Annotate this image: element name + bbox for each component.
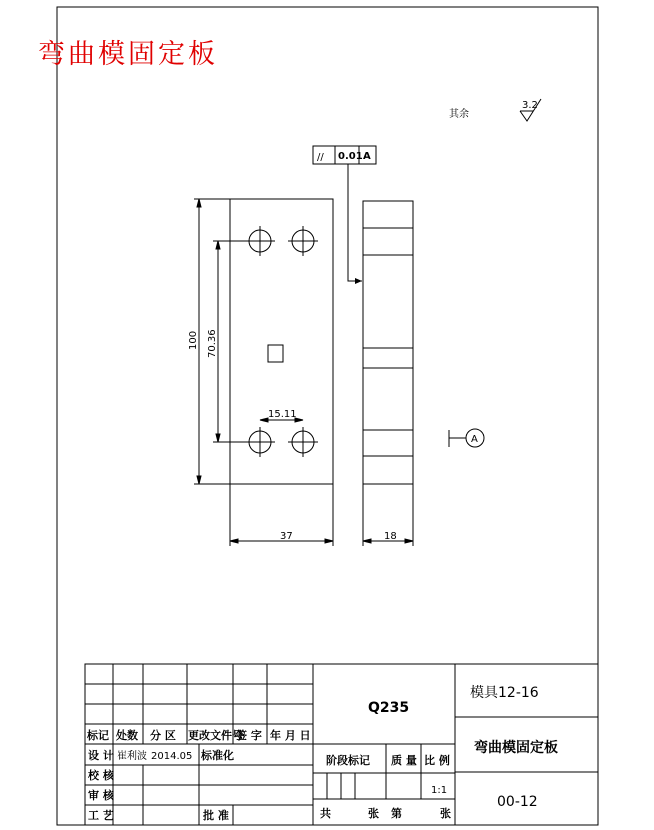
- dim-height: 100: [188, 330, 199, 350]
- hdr-change: 更改文件号: [188, 729, 243, 742]
- process-label: 工 艺: [88, 809, 114, 822]
- review-label: 审 核: [88, 789, 114, 802]
- hdr-zone: 分 区: [150, 729, 176, 742]
- dim-thickness: 18: [384, 531, 397, 542]
- hdr-mark: 标记: [87, 729, 109, 742]
- ratio-label: 比 例: [424, 754, 450, 767]
- leader-arrow-icon: [355, 278, 362, 284]
- hdr-sign: 签 字: [236, 729, 262, 742]
- sheet2-label: 张: [440, 807, 451, 820]
- front-view-plate: [230, 199, 333, 484]
- part-name: 弯曲模固定板: [474, 740, 558, 756]
- sheet-label: 张: [368, 807, 379, 820]
- hdr-count: 处数: [116, 729, 138, 742]
- tolerance-value: 0.01: [338, 151, 363, 162]
- roughness-value: 3.2: [522, 100, 538, 111]
- nth-label: 第: [391, 807, 402, 820]
- tolerance-symbol: //: [317, 152, 324, 163]
- dim-hole-span: 70.36: [207, 329, 218, 358]
- datum-a-letter: A: [471, 434, 478, 445]
- material: Q235: [368, 700, 410, 716]
- side-view: [363, 201, 413, 484]
- drawing-frame: [57, 7, 598, 825]
- stage-mark-label: 阶段标记: [326, 754, 370, 767]
- scale-value: 1:1: [431, 785, 448, 796]
- check-label: 校 核: [88, 769, 114, 782]
- designer-name: 崔利波: [117, 751, 147, 762]
- dim-hole-pitch: 15.11: [268, 409, 297, 420]
- mold-no: 模具12-16: [470, 685, 539, 701]
- datum-a-icon: [449, 429, 484, 447]
- approve-label: 批 准: [203, 809, 229, 822]
- square-slot: [268, 345, 283, 362]
- tolerance-datum: A: [363, 151, 371, 162]
- design-label: 设 计: [88, 749, 114, 762]
- hdr-date: 年 月 日: [270, 729, 311, 742]
- standardize-label: 标准化: [201, 749, 234, 762]
- design-date: 2014.05: [151, 751, 193, 762]
- tolerance-leader: [348, 164, 362, 281]
- drawing-no: 00-12: [497, 794, 538, 810]
- surface-other-label: 其余: [449, 109, 469, 120]
- total-label: 共: [320, 807, 331, 820]
- drawing-title: 弯曲模固定板: [38, 39, 218, 70]
- holes: [245, 226, 318, 457]
- weight-label: 质 量: [391, 754, 417, 767]
- dim-width: 37: [280, 531, 293, 542]
